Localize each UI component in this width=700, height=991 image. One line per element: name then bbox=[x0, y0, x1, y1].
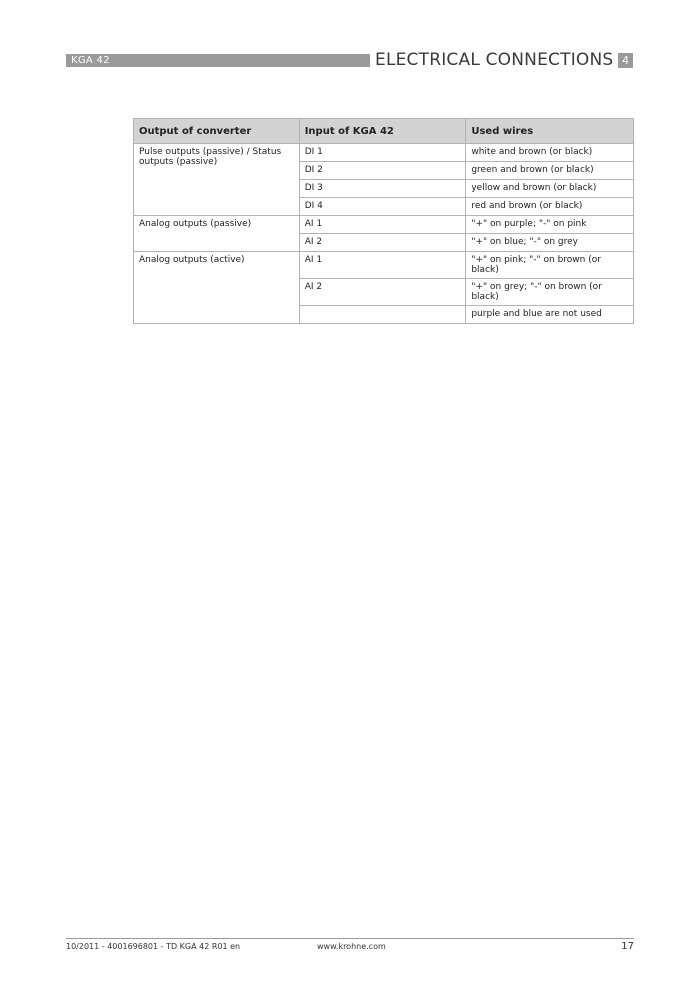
footer-rule bbox=[66, 938, 634, 939]
input-cell: AI 2 bbox=[299, 234, 466, 252]
output-cell: Pulse outputs (passive) / Status outputs (passive) bbox=[134, 144, 300, 216]
output-cell: Analog outputs (active) bbox=[134, 252, 300, 324]
table-header-row bbox=[134, 119, 634, 144]
wires-cell: "+" on grey; "-" on brown (or black) bbox=[466, 279, 634, 306]
wires-cell: green and brown (or black) bbox=[466, 162, 634, 180]
header-bar bbox=[66, 54, 370, 67]
footer-doc-reference: 10/2011 - 4001696801 - TD KGA 42 R01 en bbox=[66, 942, 241, 951]
input-cell: DI 1 bbox=[299, 144, 466, 162]
table-row bbox=[134, 144, 634, 162]
wires-cell: "+" on blue; "-" on grey bbox=[466, 234, 634, 252]
wires-cell: red and brown (or black) bbox=[466, 198, 634, 216]
input-cell: DI 4 bbox=[299, 198, 466, 216]
wiring-table bbox=[133, 118, 634, 324]
column-header-input: Input of KGA 42 bbox=[299, 119, 466, 144]
table-row bbox=[134, 252, 634, 279]
input-cell: AI 1 bbox=[299, 216, 466, 234]
column-header-wires: Used wires bbox=[466, 119, 634, 144]
document-label: KGA 42 bbox=[71, 55, 110, 66]
column-header-output: Output of converter bbox=[134, 119, 300, 144]
input-cell: DI 2 bbox=[299, 162, 466, 180]
input-cell: AI 1 bbox=[299, 252, 466, 279]
wires-cell: yellow and brown (or black) bbox=[466, 180, 634, 198]
chapter-number-badge: 4 bbox=[618, 53, 633, 68]
output-cell: Analog outputs (passive) bbox=[134, 216, 300, 252]
table-row bbox=[134, 216, 634, 234]
wires-cell: "+" on purple; "-" on pink bbox=[466, 216, 634, 234]
input-cell: AI 2 bbox=[299, 279, 466, 306]
wires-cell: "+" on pink; "-" on brown (or black) bbox=[466, 252, 634, 279]
input-cell: DI 3 bbox=[299, 180, 466, 198]
wires-cell: white and brown (or black) bbox=[466, 144, 634, 162]
footer-website-link[interactable]: www.krohne.com bbox=[317, 942, 386, 951]
input-cell bbox=[299, 306, 466, 324]
wires-cell: purple and blue are not used bbox=[466, 306, 634, 324]
section-title: ELECTRICAL CONNECTIONS bbox=[375, 50, 614, 70]
footer-page-number: 17 bbox=[621, 941, 634, 952]
